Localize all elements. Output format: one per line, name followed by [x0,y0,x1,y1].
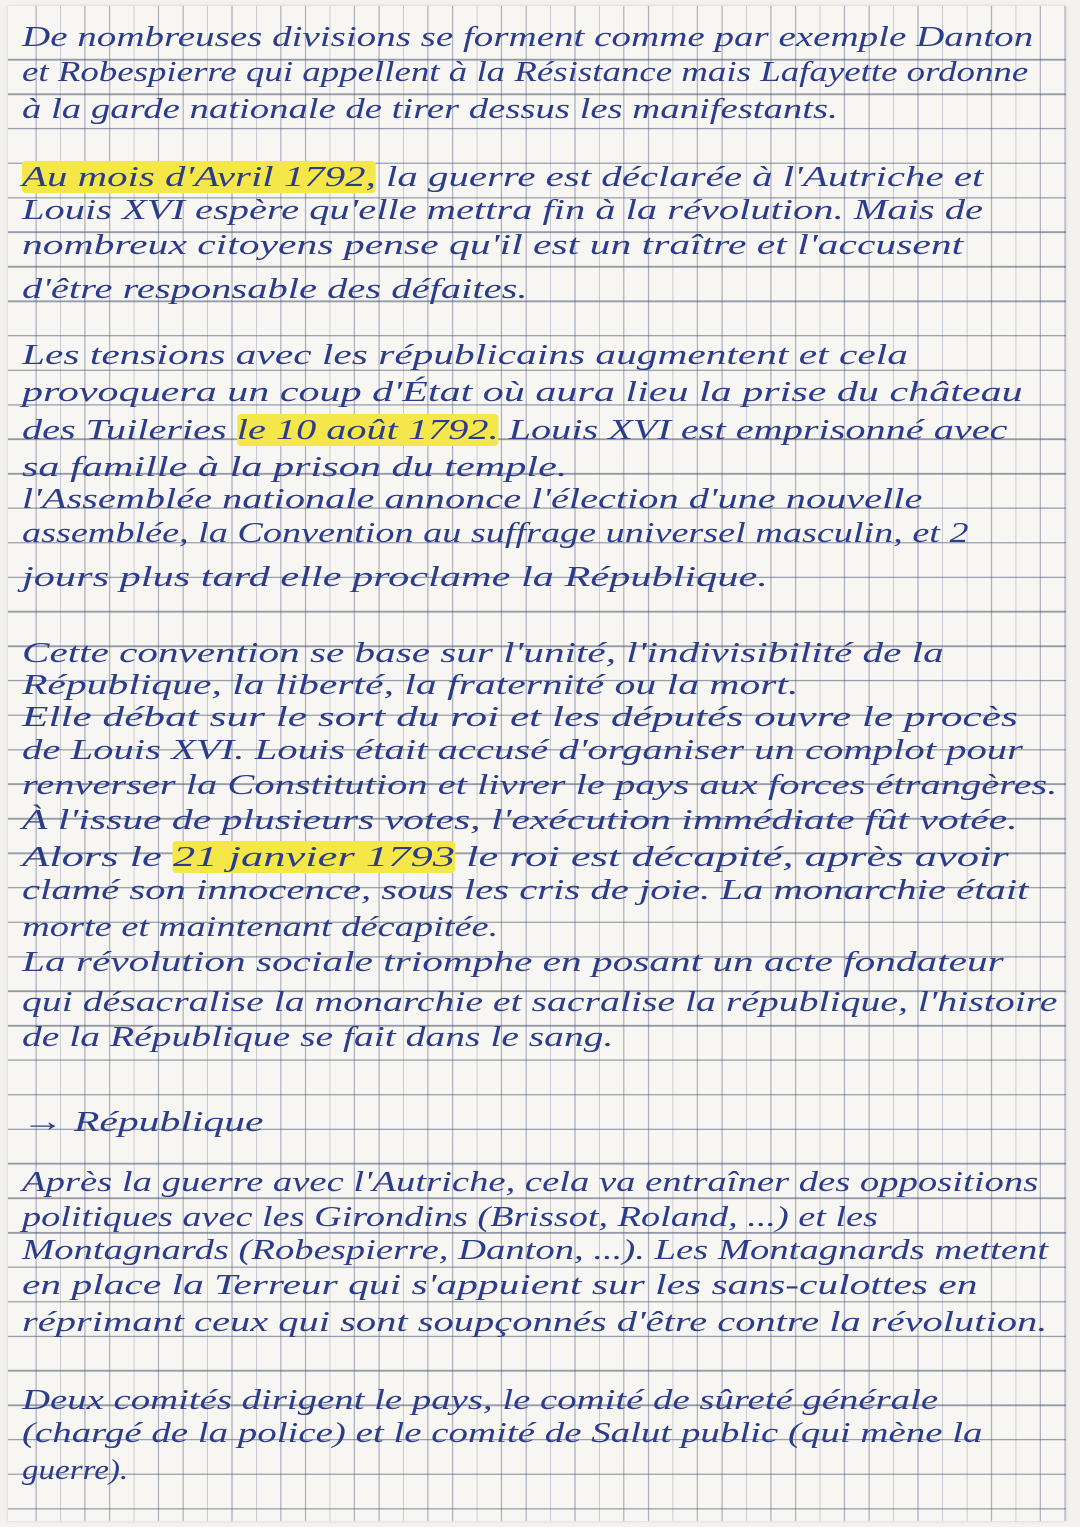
handwritten-line [22,1305,1047,1339]
text-segment: des Tuileries [22,414,237,446]
text-segment: qui désacralise la monarchie et sacralise la république, l'histoire [22,986,1058,1018]
text-segment: Elle débat sur le sort du roi et les députés ouvre le procès [22,701,1018,733]
text-segment: À l'issue de plusieurs votes, l'exécution immédiate fût votée. [22,804,1018,836]
text-segment: renverser la Constitution et livrer le pays aux forces étrangères. [22,769,1058,801]
handwritten-line [22,803,1018,837]
handwritten-line [22,1233,1048,1267]
handwritten-line [22,840,1009,874]
handwritten-line [22,1200,878,1234]
handwritten-line [22,20,1033,54]
text-segment: De nombreuses divisions se forment comme par exemple Danton [22,21,1034,53]
text-segment: Les tensions avec les républicains augmentent et cela [22,339,908,371]
handwritten-line [22,160,983,194]
handwritten-line [22,668,798,702]
text-segment: d'être responsable des défaites. [22,273,528,305]
handwritten-line [22,55,1028,89]
text-segment: (chargé de la police) et le comité de Salut public (qui mène la [22,1417,983,1449]
text-segment: La révolution sociale triomphe en posant un acte fondateur [22,946,1004,978]
highlighted-date: 21 janvier 1793 [172,841,456,873]
handwritten-line [22,636,944,670]
handwritten-line [22,985,1057,1019]
text-segment: et Robespierre qui appellent à la Résistance mais Lafayette ordonne [22,56,1029,88]
handwritten-line [22,873,1028,907]
highlighted-date: Au mois d'Avril 1792, [22,161,376,193]
text-segment: guerre). [22,1454,129,1486]
text-segment: Montagnards (Robespierre, Danton, ...). Les Montagnards mettent [22,1234,1049,1266]
text-segment: Alors le [22,841,173,873]
text-segment: le roi est décapité, après avoir [455,841,1009,873]
text-segment: assemblée, la Convention au suffrage universel masculin, et 2 [22,517,969,549]
handwritten-line [22,1020,613,1054]
handwritten-line [22,1165,1038,1199]
handwritten-line [22,375,1023,409]
handwritten-line [22,560,768,594]
handwritten-line [22,228,963,262]
text-segment: réprimant ceux qui sont soupçonnés d'être contre la révolution. [22,1306,1048,1338]
text-segment: l'Assemblée nationale annonce l'élection d'une nouvelle [22,483,923,515]
text-segment: Cette convention se base sur l'unité, l'indivisibilité de la [22,637,944,669]
handwritten-line [22,1453,128,1487]
handwritten-line [22,768,1057,802]
text-segment: → République [22,1106,264,1138]
text-segment: jours plus tard elle proclame la République. [22,561,768,593]
text-segment: de Louis XVI. Louis était accusé d'organiser un complot pour [22,734,1023,766]
handwritten-line [22,910,498,944]
text-segment: République, la liberté, la fraternité ou la mort. [22,669,799,701]
handwritten-line [22,338,908,372]
text-segment: Louis XVI espère qu'elle mettra fin à la révolution. Mais de [22,194,983,226]
section-heading [22,1105,263,1139]
text-segment: provoquera un coup d'État où aura lieu la prise du château [22,376,1023,408]
text-segment: à la garde nationale de tirer dessus les manifestants. [22,93,838,125]
text-segment: politiques avec les Girondins (Brissot, Roland, ...) et les [22,1201,878,1233]
handwritten-line [22,193,983,227]
handwritten-line [22,1268,977,1302]
handwritten-line [22,413,1007,447]
text-segment: Deux comités dirigent le pays, le comité de sûreté générale [22,1384,939,1416]
handwritten-line [22,516,969,550]
highlighted-date: le 10 août 1792. [236,414,499,446]
text-segment: sa famille à la prison du temple. [22,451,568,483]
text-segment: clamé son innocence, sous les cris de joie. La monarchie était [22,874,1029,906]
handwritten-line [22,733,1023,767]
text-segment: en place la Terreur qui s'appuient sur les sans-culottes en [22,1269,978,1301]
handwritten-line [22,700,1018,734]
handwritten-line [22,1383,938,1417]
text-segment: la guerre est déclarée à l'Autriche et [375,161,984,193]
text-segment: morte et maintenant décapitée. [22,911,499,943]
handwritten-line [22,92,838,126]
grid-paper-page [8,6,1066,1521]
text-segment: Après la guerre avec l'Autriche, cela va entraîner des oppositions [22,1166,1039,1198]
handwritten-line [22,945,1004,979]
handwritten-line [22,272,528,306]
text-segment: nombreux citoyens pense qu'il est un traître et l'accusent [22,229,964,261]
text-segment: de la République se fait dans le sang. [22,1021,614,1053]
handwritten-line [22,450,567,484]
handwritten-line [22,1416,983,1450]
handwritten-line [22,482,922,516]
text-segment: Louis XVI est emprisonné avec [498,414,1008,446]
